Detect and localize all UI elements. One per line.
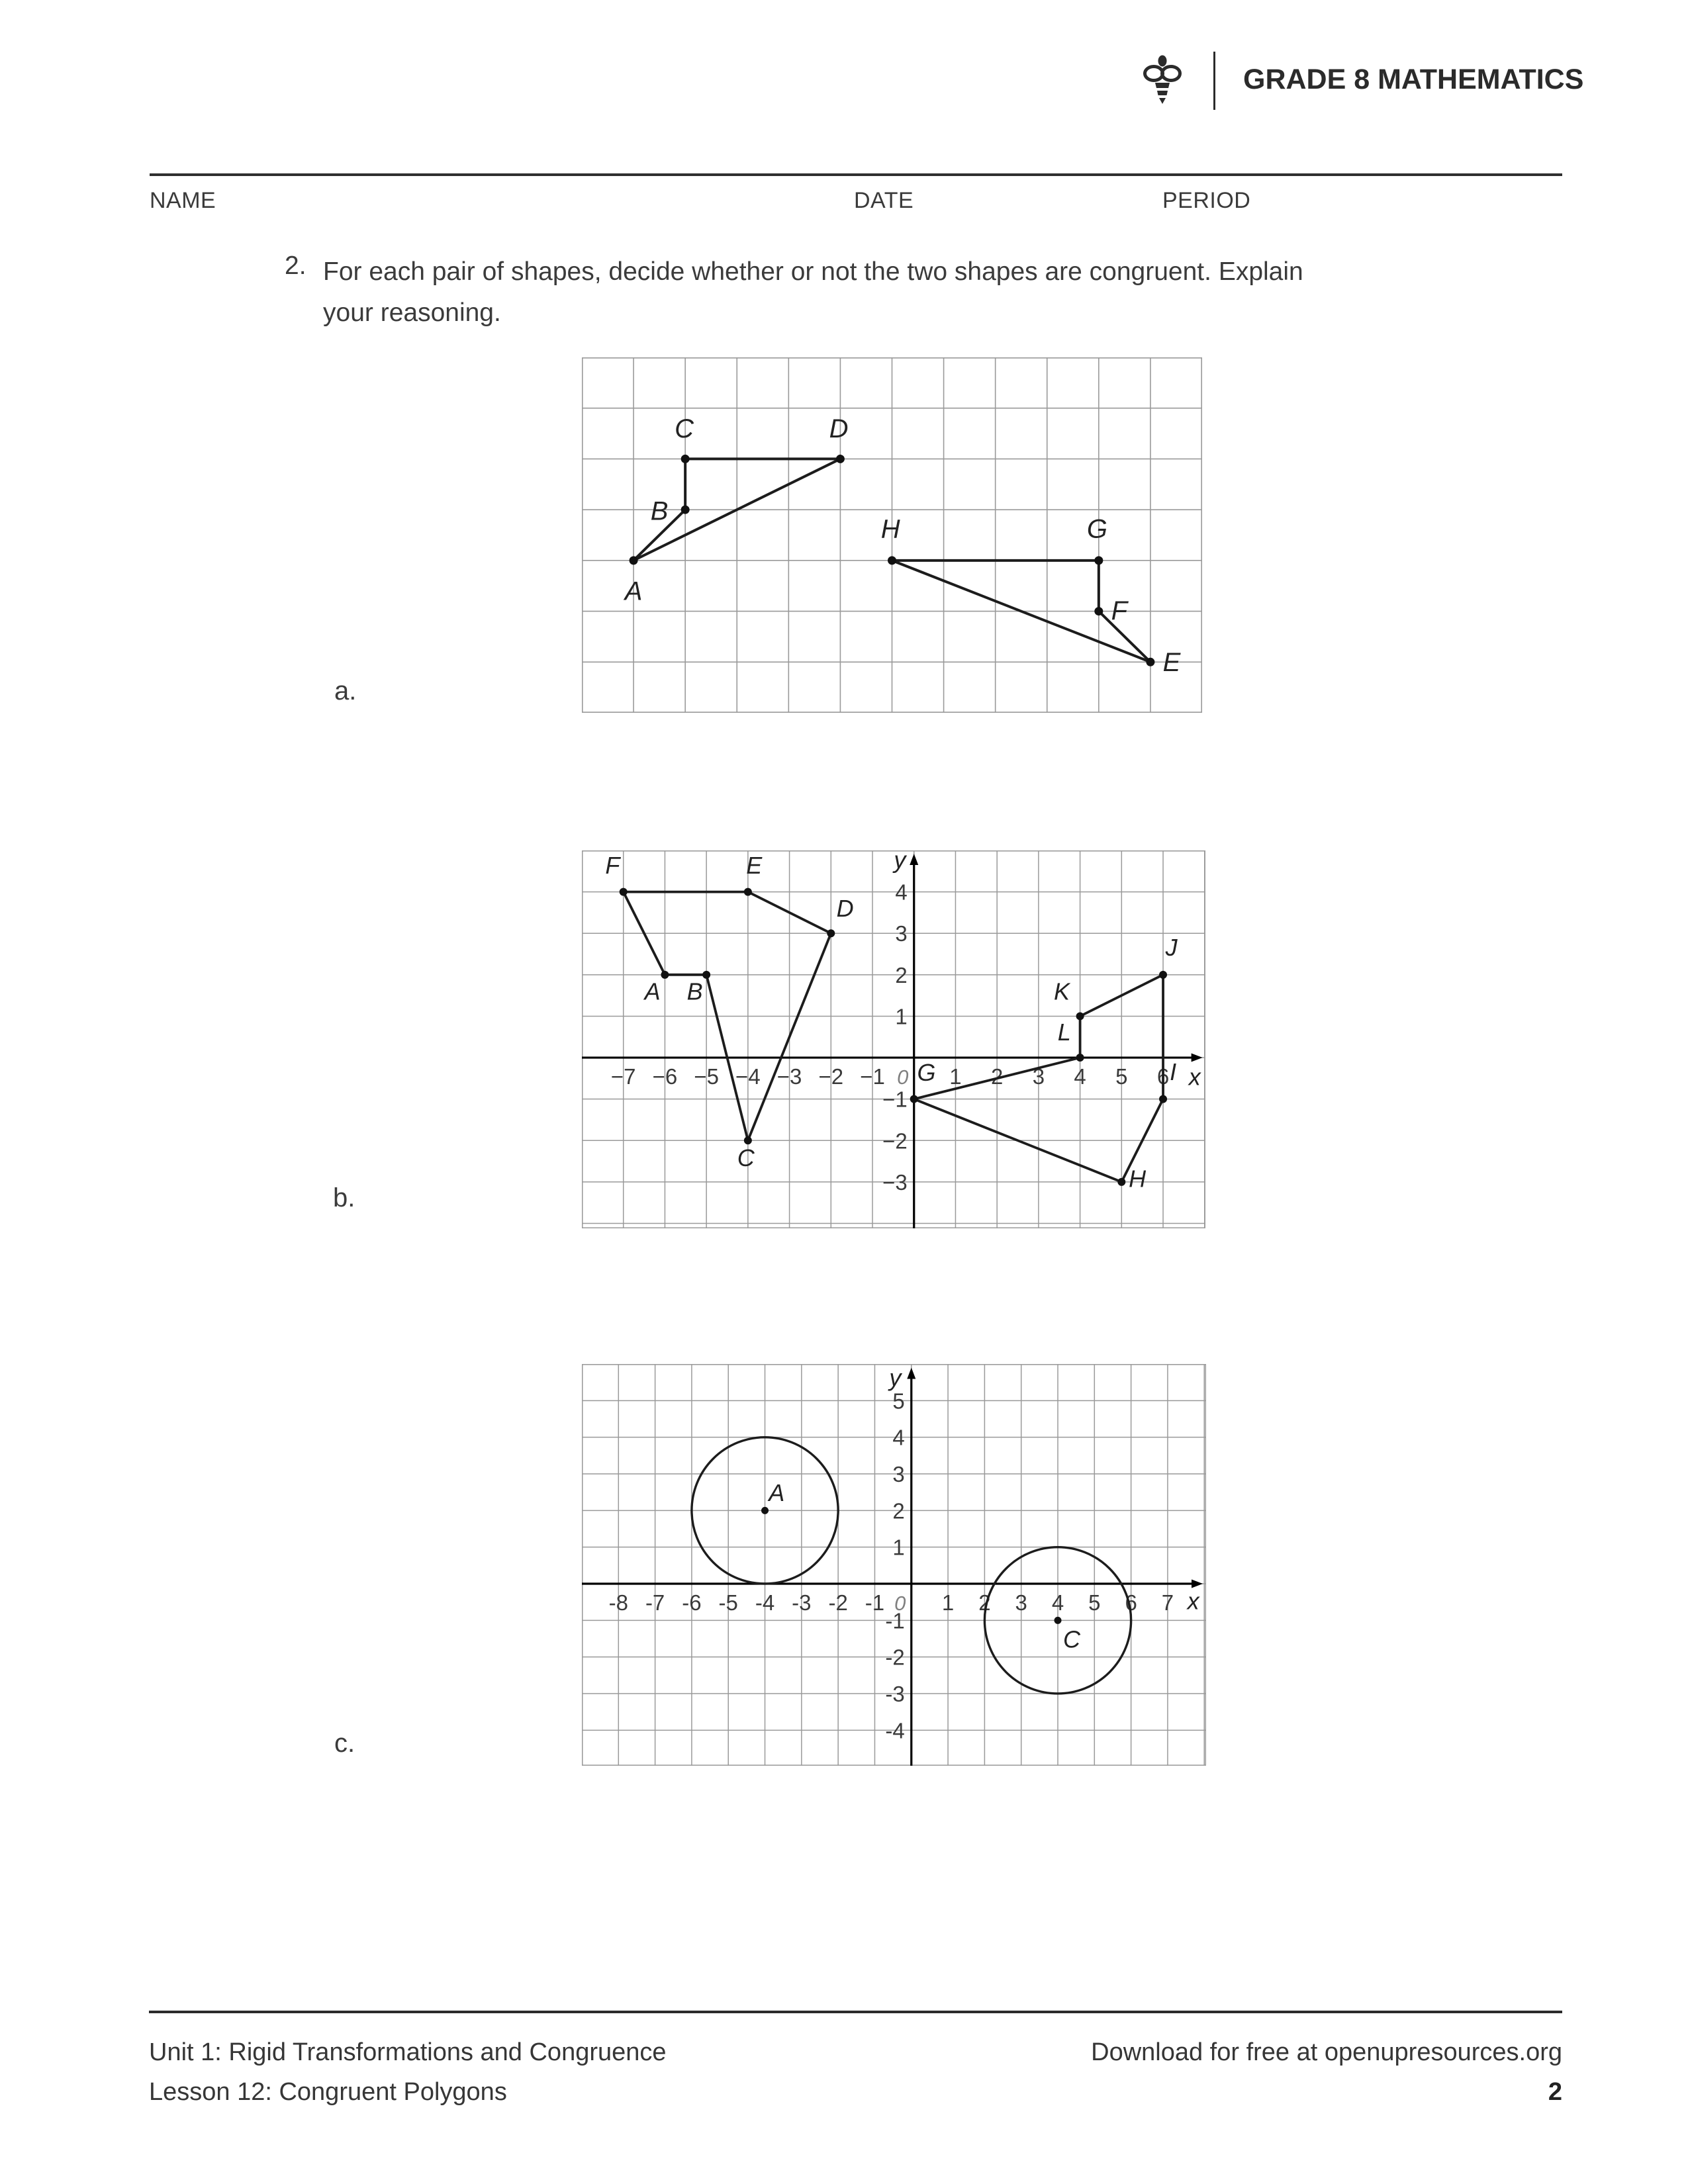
- footer-lesson: Lesson 12: Congruent Polygons: [149, 2078, 507, 2106]
- right-axis-arrowhead: [1192, 1579, 1203, 1588]
- vertex-label-F: F: [605, 852, 620, 880]
- x-tick-label--7: −7: [610, 1064, 636, 1089]
- coordinate-plane-svg: [582, 1364, 1206, 1766]
- y-tick-label--3: −3: [882, 1169, 908, 1195]
- x-axis-label: x: [1187, 1587, 1199, 1615]
- figure-a-grid: [582, 357, 1202, 713]
- vertex-label-L: L: [1057, 1018, 1071, 1046]
- vertex-dot-E: [1146, 658, 1154, 666]
- vertex-label-C: C: [737, 1144, 755, 1172]
- vertex-dot-D: [827, 929, 835, 937]
- x-tick-label--7: -7: [645, 1590, 665, 1615]
- header-divider: [1213, 52, 1215, 110]
- question-line-2: your reasoning.: [323, 298, 501, 327]
- vertex-dot-F: [620, 888, 628, 896]
- x-tick-label-4: 4: [1074, 1064, 1086, 1089]
- origin-label: 0: [897, 1066, 909, 1089]
- vertex-label-H: H: [880, 514, 900, 544]
- question-line-1: For each pair of shapes, decide whether or not the two shapes are congruent. Explain: [323, 257, 1303, 286]
- vertex-label-H: H: [1129, 1165, 1147, 1193]
- y-axis-arrowhead: [907, 1368, 915, 1379]
- x-tick-label--8: -8: [608, 1590, 628, 1615]
- vertex-dot-C: [744, 1136, 752, 1144]
- y-axis-arrowhead: [910, 854, 918, 865]
- x-tick-label-1: 1: [949, 1064, 962, 1089]
- page-title: GRADE 8 MATHEMATICS: [1243, 64, 1584, 95]
- y-tick-label--2: −2: [882, 1128, 908, 1154]
- x-tick-label--4: −4: [735, 1064, 761, 1089]
- y-tick-label-1: 1: [892, 1535, 905, 1560]
- x-tick-label-3: 3: [1032, 1064, 1045, 1089]
- vertex-dot-D: [836, 455, 845, 463]
- vertex-dot-A: [630, 556, 638, 565]
- bee-logo-icon: [1142, 55, 1183, 110]
- vertex-dot-H: [888, 556, 896, 565]
- vertex-dot-J: [1159, 971, 1167, 979]
- grid-figure-svg: [582, 357, 1202, 713]
- coordinate-plane-svg: [582, 850, 1205, 1228]
- caption-b: b.: [333, 1183, 355, 1212]
- x-tick-label-3: 3: [1015, 1590, 1027, 1615]
- y-tick-label--2: -2: [885, 1645, 905, 1670]
- question-number: 2.: [285, 251, 306, 280]
- vertex-label-J: J: [1165, 934, 1178, 962]
- y-tick-label-4: 4: [895, 880, 908, 905]
- vertex-label-E: E: [746, 852, 763, 880]
- footer-unit: Unit 1: Rigid Transformations and Congruence: [149, 2038, 667, 2066]
- vertex-label-C: C: [675, 414, 694, 444]
- vertex-dot-L: [1076, 1054, 1084, 1062]
- y-axis-label: y: [889, 1364, 902, 1392]
- x-tick-label-4: 4: [1051, 1590, 1064, 1615]
- vertex-dot-I: [1159, 1095, 1167, 1103]
- vertex-label-D: D: [836, 895, 854, 923]
- x-tick-label-7: 7: [1161, 1590, 1174, 1615]
- x-tick-label--5: -5: [718, 1590, 738, 1615]
- caption-a: a.: [334, 676, 357, 705]
- date-label: DATE: [854, 188, 914, 213]
- y-tick-label--3: -3: [885, 1681, 905, 1706]
- x-tick-label--6: -6: [682, 1590, 702, 1615]
- vertex-dot-A: [661, 971, 669, 979]
- x-tick-label-1: 1: [941, 1590, 955, 1615]
- vertex-label-A: A: [624, 576, 643, 606]
- x-tick-label-6: 6: [1156, 1064, 1170, 1089]
- y-tick-label-3: 3: [892, 1461, 905, 1486]
- center-dot-A: [761, 1507, 769, 1514]
- x-tick-label-5: 5: [1115, 1064, 1128, 1089]
- x-tick-label--3: −3: [776, 1064, 802, 1089]
- figure-c-coordinate-plane: [582, 1364, 1206, 1766]
- vertex-label-A: A: [644, 978, 661, 1005]
- x-tick-label--5: −5: [694, 1064, 719, 1089]
- vertex-label-E: E: [1162, 648, 1181, 678]
- vertex-label-B: B: [686, 978, 703, 1005]
- right-axis-arrowhead: [1192, 1054, 1203, 1062]
- x-tick-label-6: 6: [1125, 1590, 1137, 1615]
- vertex-label-D: D: [829, 414, 849, 444]
- vertex-dot-H: [1117, 1178, 1125, 1186]
- vertex-dot-B: [702, 971, 710, 979]
- vertex-label-I: I: [1170, 1058, 1177, 1085]
- x-tick-label--3: -3: [792, 1590, 812, 1615]
- figure-b-coordinate-plane: [582, 850, 1205, 1228]
- vertex-label-K: K: [1053, 978, 1070, 1005]
- y-tick-label--4: -4: [885, 1718, 905, 1743]
- x-tick-label--4: -4: [755, 1590, 775, 1615]
- name-label: NAME: [150, 188, 216, 213]
- x-tick-label-5: 5: [1088, 1590, 1101, 1615]
- vertex-dot-B: [681, 506, 690, 514]
- y-tick-label--1: -1: [885, 1608, 905, 1633]
- y-tick-label-2: 2: [895, 962, 908, 987]
- vertex-dot-F: [1094, 607, 1103, 615]
- x-tick-label--1: -1: [865, 1590, 885, 1615]
- y-axis-label: y: [894, 850, 906, 874]
- footer-download: Download for free at openupresources.org: [1091, 2038, 1562, 2066]
- x-tick-label--1: −1: [860, 1064, 885, 1089]
- vertex-dot-G: [910, 1095, 918, 1103]
- vertex-dot-K: [1076, 1012, 1084, 1020]
- x-tick-label--2: −2: [818, 1064, 844, 1089]
- vertex-label-B: B: [650, 496, 669, 526]
- y-tick-label-3: 3: [895, 921, 908, 946]
- bee-logo-svg: [1142, 55, 1183, 107]
- caption-c: c.: [334, 1729, 355, 1758]
- y-tick-label--1: −1: [882, 1087, 908, 1112]
- question-text: [323, 251, 1356, 334]
- center-label-A: A: [769, 1479, 785, 1506]
- name-rule: [150, 173, 1562, 176]
- footer-page-number: 2: [1548, 2078, 1562, 2106]
- x-tick-label-2: 2: [978, 1590, 991, 1615]
- x-tick-label--6: −6: [652, 1064, 678, 1089]
- origin-label: 0: [894, 1591, 906, 1615]
- footer-rule: [149, 2011, 1562, 2013]
- vertex-label-G: G: [917, 1059, 936, 1087]
- y-tick-label-5: 5: [892, 1388, 905, 1414]
- y-tick-label-2: 2: [892, 1498, 905, 1524]
- period-label: PERIOD: [1162, 188, 1251, 213]
- y-tick-label-1: 1: [895, 1004, 908, 1029]
- vertex-dot-C: [681, 455, 690, 463]
- center-label-C: C: [1063, 1625, 1081, 1653]
- vertex-label-F: F: [1111, 596, 1128, 625]
- vertex-dot-G: [1094, 556, 1103, 565]
- x-axis-label: x: [1188, 1063, 1201, 1091]
- center-dot-C: [1055, 1617, 1062, 1624]
- y-tick-label-4: 4: [892, 1425, 905, 1450]
- x-tick-label-2: 2: [990, 1064, 1004, 1089]
- vertex-dot-E: [744, 888, 752, 896]
- x-tick-label--2: -2: [828, 1590, 848, 1615]
- vertex-label-G: G: [1086, 514, 1108, 544]
